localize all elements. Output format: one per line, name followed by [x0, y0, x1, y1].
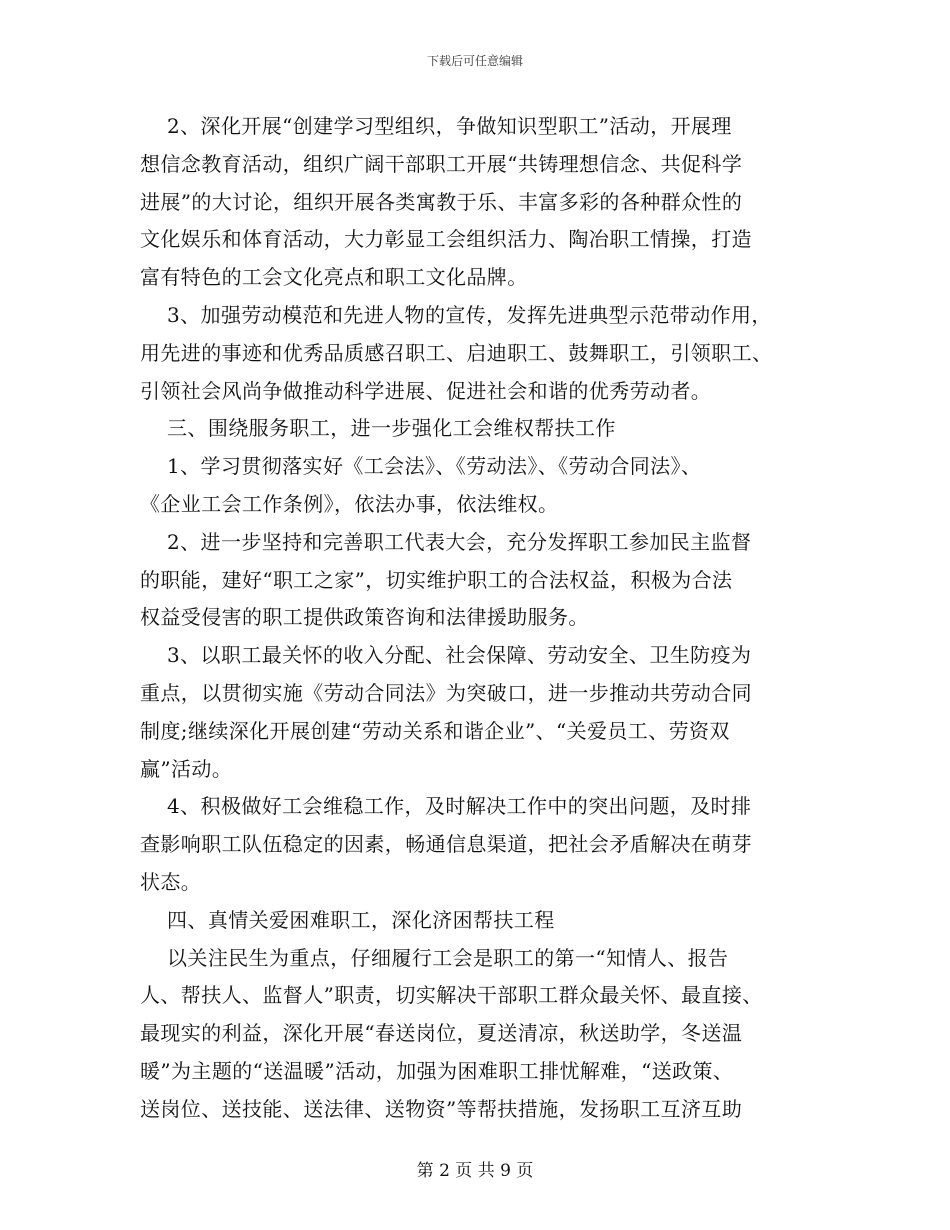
section-heading: 四、真情关爱困难职工，深化济困帮扶工程: [140, 907, 555, 932]
text-line: 以关注民生为重点，仔细履行工会是职工的第一“知情人、报告: [140, 945, 729, 970]
text-line: 赢”活动。: [140, 756, 233, 781]
text-line: 3、加强劳动模范和先进人物的宣传，发挥先进典型示范带动作用，: [140, 302, 772, 327]
page-footer: 第 2 页 共 9 页: [416, 1161, 534, 1181]
text-line: 想信念教育活动，组织广阔干部职工开展“共铸理想信念、共促科学: [140, 151, 743, 176]
text-line: 3、以职工最关怀的收入分配、社会保障、劳动安全、卫生防疫为: [140, 643, 752, 668]
text-line: 查影响职工队伍稳定的因素，畅通信息渠道，把社会矛盾解决在萌芽: [140, 832, 752, 857]
text-line: 状态。: [140, 869, 202, 894]
text-line: 的职能，建好“职工之家”，切实维护职工的合法权益，积极为合法: [140, 567, 733, 592]
text-line: 制度;继续深化开展创建“劳动关系和谐企业”、“关爱员工、劳资双: [140, 718, 730, 743]
text-line: 送岗位、送技能、送法律、送物资”等帮扶措施，发扬职工互济互助: [140, 1096, 743, 1121]
text-line: 富有特色的工会文化亮点和职工文化品牌。: [140, 265, 528, 290]
text-line: 1、学习贯彻落实好《工会法》、《劳动法》、《劳动合同法》、: [140, 454, 702, 479]
section-heading: 三、围绕服务职工，进一步强化工会维权帮扶工作: [140, 416, 616, 441]
text-line: 最现实的利益，深化开展“春送岗位，夏送清凉，秋送助学，冬送温: [140, 1021, 743, 1046]
text-line: 暖”为主题的“送温暖”活动，加强为困难职工排忧解难，“送政策、: [140, 1058, 734, 1083]
page-header: 下载后可任意编辑: [426, 54, 523, 68]
text-line: 引领社会风尚争做推动科学进展、促进社会和谐的优秀劳动者。: [140, 378, 712, 403]
text-line: 重点，以贯彻实施《劳动合同法》为突破口，进一步推动共劳动合同: [140, 680, 752, 705]
text-line: 进展”的大讨论，组织开展各类寓教于乐、丰富多彩的各种群众性的: [140, 189, 743, 214]
text-line: 2、深化开展“创建学习型组织，争做知识型职工”活动，开展理: [140, 114, 732, 138]
text-line: 人、帮扶人、监督人”职责，切实解决干部职工群众最关怀、最直接、: [140, 983, 763, 1008]
document-body: [140, 108, 810, 1129]
text-line: 《企业工会工作条例》，依法办事，依法维权。: [140, 491, 559, 516]
text-line: 权益受侵害的职工提供政策咨询和法律援助服务。: [140, 605, 589, 630]
text-line: 文化娱乐和体育活动，大力彰显工会组织活力、陶冶职工情操，打造: [140, 227, 752, 252]
text-line: 用先进的事迹和优秀品质感召职工、启迪职工、鼓舞职工，引领职工、: [140, 340, 773, 365]
text-line: 2、进一步坚持和完善职工代表大会，充分发挥职工参加民主监督: [140, 529, 752, 554]
text-line: 4、积极做好工会维稳工作，及时解决工作中的突出问题，及时排: [140, 794, 752, 819]
